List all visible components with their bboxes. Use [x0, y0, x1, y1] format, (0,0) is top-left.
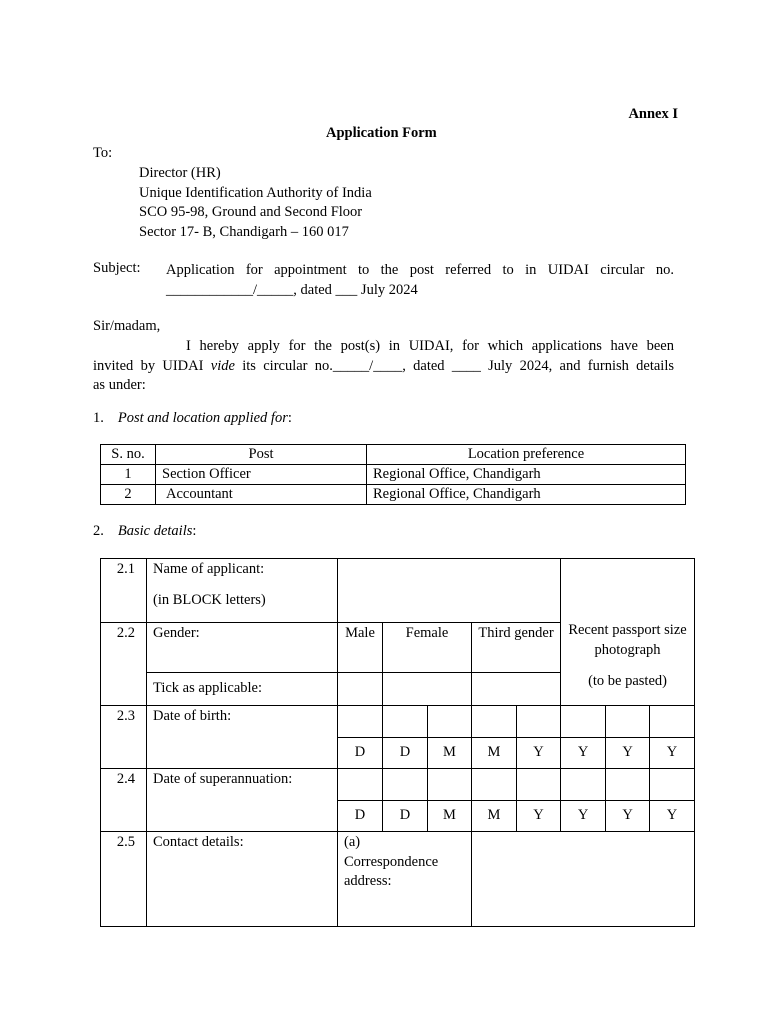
address-line: Unique Identification Authority of India — [139, 184, 372, 201]
body-text: its circular no._____/____, dated ____ July 2024, and furnish details — [234, 357, 675, 374]
table-row — [101, 465, 686, 485]
column-header: S. no. — [101, 445, 156, 465]
name-row — [101, 559, 695, 623]
section1-heading — [93, 410, 292, 427]
body-paragraph — [93, 337, 674, 396]
section-number: 2. — [93, 523, 104, 539]
date-format-letter: Y — [650, 738, 695, 769]
body-line — [93, 357, 674, 377]
date-format-letter: M — [472, 801, 517, 832]
subject-text — [166, 260, 674, 300]
table-cell: Section Officer — [156, 465, 367, 485]
dob-row — [101, 706, 695, 738]
photo-note: (to be pasted) — [588, 673, 667, 689]
section-title: Basic details — [117, 523, 193, 539]
row-number: 2.4 — [101, 769, 147, 832]
superannuation-digit-box[interactable] — [338, 769, 383, 801]
photo-caption: Recent passport size photograph — [568, 622, 687, 658]
gender-third-checkbox[interactable] — [472, 673, 561, 706]
superannuation-digit-box[interactable] — [472, 769, 517, 801]
subject-label: Subject: — [93, 260, 141, 276]
body-line: I hereby apply for the post(s) in UIDAI, for which applications have been — [186, 338, 674, 354]
section-number: 1. — [93, 410, 104, 426]
row-number: 2.1 — [101, 559, 147, 623]
date-format-letter: D — [383, 801, 428, 832]
dob-digit-box[interactable] — [338, 706, 383, 738]
name-input-box[interactable] — [338, 559, 561, 623]
table-cell: Regional Office, Chandigarh — [367, 485, 686, 505]
gender-third-label: Third gender — [472, 623, 561, 673]
basic-details-table — [100, 558, 695, 927]
table-cell: Regional Office, Chandigarh — [367, 465, 686, 485]
form-title: Application Form — [326, 125, 437, 141]
salutation: Sir/madam, — [93, 318, 161, 334]
date-format-letter: Y — [561, 738, 606, 769]
table-cell: Accountant — [156, 485, 367, 505]
address-line: Director (HR) — [139, 165, 221, 181]
field-label: (a) Correspondence address: — [344, 834, 439, 889]
section-colon: : — [287, 410, 292, 426]
dob-digit-box[interactable] — [428, 706, 472, 738]
row-number: 2.5 — [101, 832, 147, 927]
gender-female-checkbox[interactable] — [383, 673, 472, 706]
field-label: Gender: — [147, 623, 338, 673]
superannuation-row — [101, 769, 695, 801]
body-text: invited by UIDAI — [93, 357, 211, 374]
date-format-letter: M — [428, 738, 472, 769]
date-format-letter: Y — [606, 801, 650, 832]
date-format-letter: M — [472, 738, 517, 769]
correspondence-address-input[interactable] — [472, 832, 695, 927]
field-hint: (in BLOCK letters) — [153, 591, 266, 608]
body-line: as under: — [93, 377, 146, 393]
subject-line: ____________/_____, dated ___ July 2024 — [166, 282, 418, 298]
row-number: 2.3 — [101, 706, 147, 769]
field-label: Tick as applicable: — [147, 673, 338, 706]
table-header-row — [101, 445, 686, 465]
field-label: Date of superannuation: — [147, 769, 338, 832]
row-number: 2.2 — [101, 623, 147, 706]
address-line: Sector 17- B, Chandigarh – 160 017 — [139, 223, 349, 240]
body-vide: vide — [210, 357, 235, 374]
address-line: SCO 95-98, Ground and Second Floor — [139, 204, 363, 220]
contact-row — [101, 832, 695, 927]
date-format-letter: Y — [561, 801, 606, 832]
correspondence-address-label — [338, 832, 472, 927]
posts-table — [100, 444, 686, 505]
dob-digit-box[interactable] — [606, 706, 650, 738]
date-format-letter: D — [338, 738, 383, 769]
date-format-letter: Y — [606, 738, 650, 769]
gender-male-checkbox[interactable] — [338, 673, 383, 706]
column-header: Location preference — [367, 445, 686, 465]
dob-digit-box[interactable] — [561, 706, 606, 738]
superannuation-digit-box[interactable] — [517, 769, 561, 801]
date-format-letter: M — [428, 801, 472, 832]
superannuation-digit-box[interactable] — [383, 769, 428, 801]
column-header: Post — [156, 445, 367, 465]
section2-heading — [93, 523, 196, 540]
dob-digit-box[interactable] — [517, 706, 561, 738]
dob-digit-box[interactable] — [383, 706, 428, 738]
field-label: Name of applicant: — [153, 561, 265, 577]
table-cell: 1 — [101, 465, 156, 485]
gender-female-label: Female — [383, 623, 472, 673]
addressee-block — [139, 164, 372, 242]
date-format-letter: D — [383, 738, 428, 769]
dob-digit-box[interactable] — [650, 706, 695, 738]
superannuation-digit-box[interactable] — [561, 769, 606, 801]
table-cell: 2 — [101, 485, 156, 505]
superannuation-digit-box[interactable] — [428, 769, 472, 801]
table-row — [101, 485, 686, 505]
photo-box — [561, 559, 695, 706]
annex-label: Annex I — [628, 106, 678, 122]
field-label: Contact details: — [147, 832, 338, 927]
gender-male-label: Male — [338, 623, 383, 673]
name-label-cell — [147, 559, 338, 623]
section-colon: : — [192, 523, 197, 539]
date-format-letter: Y — [517, 738, 561, 769]
superannuation-digit-box[interactable] — [606, 769, 650, 801]
dob-digit-box[interactable] — [472, 706, 517, 738]
superannuation-digit-box[interactable] — [650, 769, 695, 801]
date-format-letter: D — [338, 801, 383, 832]
field-label: Date of birth: — [147, 706, 338, 769]
date-format-letter: Y — [517, 801, 561, 832]
subject-line: Application for appointment to the post referred to in UIDAI circular no. — [166, 262, 674, 278]
date-format-letter: Y — [650, 801, 695, 832]
section-title: Post and location applied for — [117, 410, 288, 426]
to-label: To: — [93, 145, 113, 161]
